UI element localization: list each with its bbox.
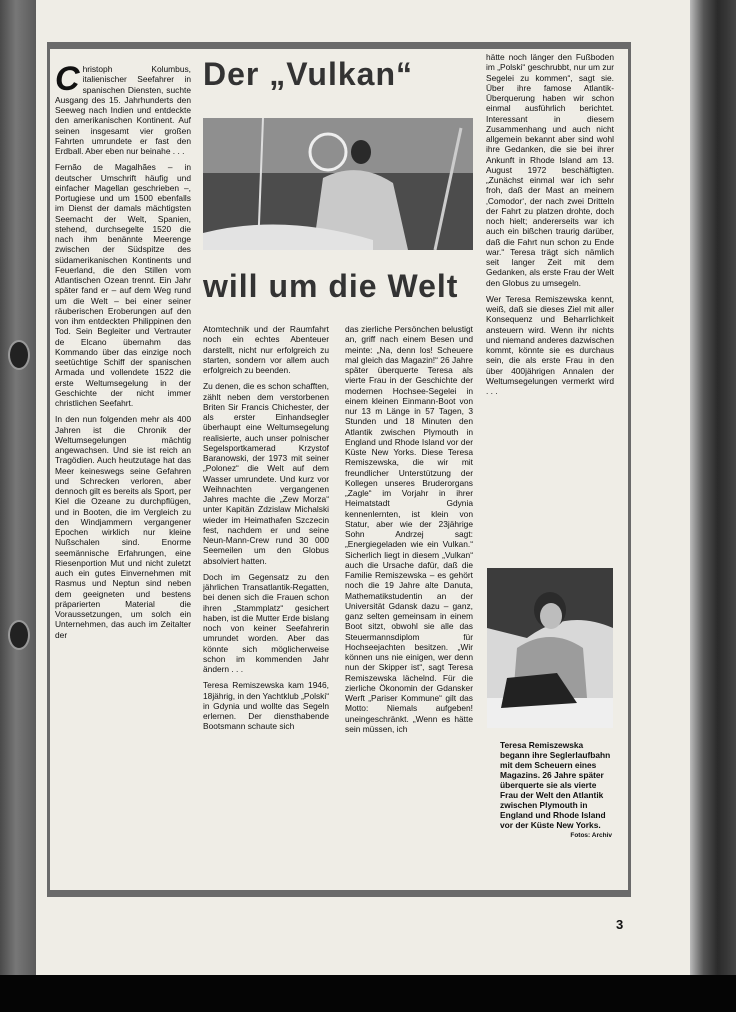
drop-cap: C [55,60,80,98]
paragraph: In den nun folgenden mehr als 400 Jahren ist die Chronik der Weltumsegelungen mächtig angewachsen. Und sie ist reich an Tragödien. Auch heutzutage hat das Meer keineswegs seine Gefahren und Schrecken verloren, aber dennoch gilt es bereits als Sport, per Kiel die Ozeane zu durchpflügen, und in Booten, die im Vergleich zu den Windjammern vergangener Epochen wirklich nur kleine Nußschalen sind. Enorme seemännische Erfahrungen, eine Riesenportion Mut und nicht zuletzt auch ein gutes Einvernehmen mit Rasmus und Neptun sind neben dem geeigneten und bestens präparierten Material die Voraussetzungen, um solch ein Unternehmen, das auch im Zeitalter der [55,414,191,640]
column-3 [345,324,473,740]
paragraph: Fernão de Magalhães – in deutscher Umschrift häufig und einfacher Magellan geschrieben –, Portugiese und um 1500 ebenfalls im Dienst der damals mächtigsten Seemacht der Welt, Spanien, stehend, durchsegelte 1520 die nach ihm benännte Meerenge zwischen der Südspitze des südamerikanischen Kontinents und Feuerland, die den Stillen vom Atlantischen Ozean trennt. Ein Jahr später fand er – auf dem Weg rund um die Welt – bei einer seiner räuberischen Eroberungen auf den von ihm entdeckten Philippinen den Tod. Sein Begleiter und Vertrauter de Elcano übernahm das Kommando über das einzige noch seetüchtige Schiff der spanischen Armada und vollendete 1522 die erste Weltumsegelung in der Geschichte der nicht immer christlichen Seefahrt. [55,162,191,408]
binder-ring [8,620,30,650]
page-number: 3 [616,917,624,932]
column-4 [486,52,614,402]
paragraph: Atomtechnik und der Raumfahrt noch ein echtes Abenteuer darstellt, nicht nur erfolgreich zu starten, sondern vor allem auch erfolgreich zu beenden. [203,324,329,375]
binder-edge [0,0,40,975]
portrait-photo [487,568,613,728]
sailing-photo [203,118,473,250]
photo-teresa-portrait [487,568,613,728]
paragraph: Teresa Remiszewska kam 1946, 18jährig, in den Yachtklub „Polski“ in Gdynia und wollte das Segeln erlernen. Der diensthabende Bootsmann schaute sich [203,680,329,732]
photo-caption [500,740,612,841]
paragraph: Doch im Gegensatz zu den jährlichen Transatlantik-Regatten, bei denen sich die Frauen schon ihren „Stammplatz“ gesichert haben, ist die Mutter Erde bislang noch von keiner Seefahrerin umrundet worden. Aber das könnte sich möglicherweise schon im kommenden Jahr ändern . . . [203,571,329,674]
column-1 [55,60,191,646]
photo-sailor-at-helm [203,118,473,250]
paragraph: das zierliche Persönchen belustigt an, griff nach einem Besen und meinte: „Na, denn los! Scheuere mal gleich das Magazin!“ 26 Jahre später überquerte Teresa als vierte Frau in der Geschichte der modernen Hochsee-Segelei in einem kleinen Einmann-Boot von nur 13 m Länge in 57 Tagen, 3 Stunden und 18 Minuten den Atlantik zwischen Plymouth in England und Rhode Island vor der Küste New Yorks. Diese Teresa Remiszewska, die wir mit freundlicher Unterstützung der Kollegen unseres Bruderorgans „Zagle“ im Vorjahr in ihrer Heimatstadt Gdynia kennenlernten, ist klein von Statur, aber wie der 23jährige Sohn Andrzej sagt: „Energiegeladen wie ein Vulkan.“ Sicherlich liegt in diesem „Vulkan“ auch die Ursache dafür, daß die Familie Remiszewska – es gehört noch die 19 Jahre alte Danuta, Mathematikstudentin an der Universität Gdansk dazu – ganz, ganz selten gemeinsam in einem Boot sitzt, obwohl sie alle das Steuermannsdiplom für Hochseejachten besitzen. „Wir können uns nie einigen, wer denn nun der Skipper ist“, sagt Teresa Remiszewska lächelnd. Für die zierliche Ökonomin der Gdansker Werft „Pariser Kommune“ gilt das Motto: Niemals aufgeben! uneingeschränkt. „Wenn es hätte sein müssen, ich [345,324,473,734]
headline-bottom: will um die Welt [203,268,459,304]
paragraph: Zu denen, die es schon schafften, zählt neben dem verstorbenen Briten Sir Francis Chichester, der als erster Einhandsegler überhaupt eine Weltumsegelung realisierte, auch unser polnischer Segelsportkamerad Krzystof Baranowski, der 1973 mit seiner „Polonez“ die Welt auf dem Wasser umrundete. Und kurz vor Weihnachten vergangenen Jahres machte die „Zew Morza“ unter Kapitän Zdzislaw Michalski wieder im Heimathafen Szczecin fest, nachdem er und seine Neun-Mann-Crew rund 30 000 Seemeilen um den Globus absolviert hatten. [203,381,329,566]
page-stack-edge [690,0,736,975]
binder-ring [8,340,30,370]
photo-credit: Fotos: Archiv [570,832,612,839]
caption-text: Teresa Remiszewska begann ihre Seglerlaufbahn mit dem Scheuern eines Magazins. 26 Jahre später überquerte sie als vierte Frau der Welt den Atlantik zwischen Plymouth in England und Rhode Island vor der Küste New Yorks. [500,740,611,830]
column-2 [203,324,329,738]
paragraph: hätte noch länger den Fußboden im „Polski“ geschrubbt, nur um zur Segelei zu kommen“, sagt sie. Über ihre famose Atlantik-Überquerung haben wir schon einmal ausführlich berichtet. Interessant in diesem Zusammenhang und auch nicht allgemein bekannt aber sind wohl ihre Gedanken, die sie bei ihrer Ankunft in Rhode Island am 13. August 1972 beschäftigten. „Zunächst einmal war ich sehr froh, daß der Mast an meinem ‚Comodor‘, der nach zwei Dritteln der Fahrt zu platzen drohte, doch noch hielt; andererseits war ich auch ein bißchen traurig darüber, daß die Fahrt nun schon zu Ende war.“ Teresa trägt sich nämlich seit langer Zeit mit dem Gedanken, als erste Frau der Welt den Globus zu umsegeln. [486,52,614,288]
headline-top: Der „Vulkan“ [203,56,413,92]
paragraph: hristoph Kolumbus, italienischer Seefahrer in spanischen Diensten, suchte Ausgang des 15. Jahrhunderts den Seeweg nach Indien und entdeckte den amerikanischen Kontinent. Auf seinen insgesamt vier großen Fahrten umrundete er fast den Erdball. Aber eben nur beinahe . . . [55,64,191,156]
paragraph: Wer Teresa Remiszewska kennt, weiß, daß sie dieses Ziel mit aller Konsequenz und Beharrlichkeit ansteuern wird. Wenn ihr nichts und niemand anderes dazwischen kommt, könnte sie es durchaus sein, die als erste Frau in den über 400jährigen Annalen der Weltumsegelungen vermerkt wird . . . [486,293,614,396]
